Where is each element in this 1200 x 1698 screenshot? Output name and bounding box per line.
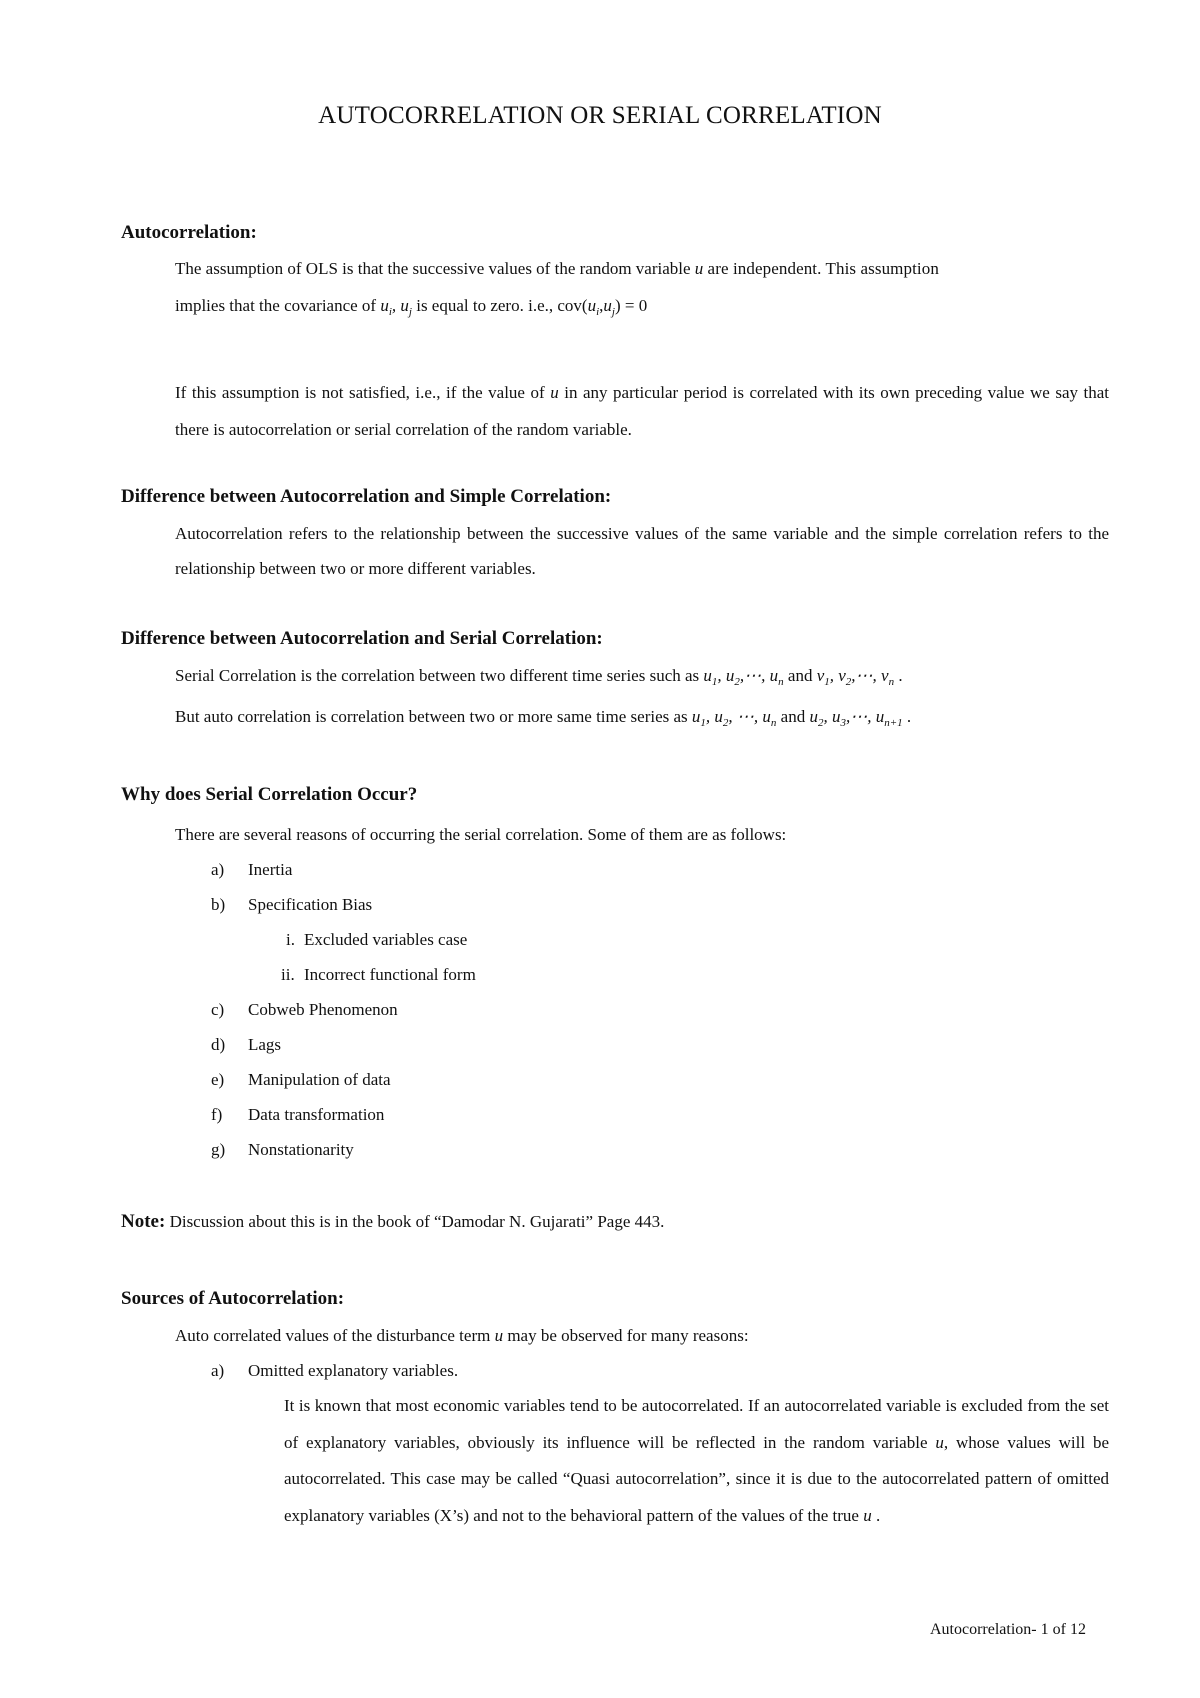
text-segment: and <box>780 707 806 726</box>
text-segment: are independent. This assumption <box>707 259 939 278</box>
text-segment: implies that the covariance of <box>175 296 377 315</box>
heading-sources: Sources of Autocorrelation: <box>121 1288 345 1309</box>
paragraph-diff-simple: Autocorrelation refers to the relationship between the successive values of the same variable and the simple correlation refers to the relationship between two or more different variables. <box>175 524 1109 578</box>
math-series-u: $u_1$, $u_2,\cdots$, $u_n$ <box>703 666 784 688</box>
list-item-marker: f) <box>211 1105 223 1124</box>
paragraph-why-intro: There are several reasons of occurring the serial correlation. Some of them are as follows: <box>175 825 787 844</box>
math-u: u <box>935 1432 944 1452</box>
text-segment: , whose values will be autocorrelated. This case may be called “Quasi autocorrelation”, since it is due to the autocorrelated pattern of omitted explanatory variables (X’s) and not to the behavioral pattern of the values of the true <box>284 1432 1110 1525</box>
note-line <box>121 1211 664 1233</box>
list-item: Omitted explanatory variables. <box>248 1361 459 1380</box>
list-item: Manipulation of data <box>248 1070 391 1089</box>
math-u: u <box>494 1326 504 1345</box>
list-item: Lags <box>248 1035 282 1054</box>
math-u: u <box>694 259 704 278</box>
list-item-marker: e) <box>211 1070 225 1089</box>
text-segment: = 0 <box>624 296 648 315</box>
list-item: Specification Bias <box>248 895 373 914</box>
math-cov: $cov(u_i,u_j)$ <box>557 296 621 318</box>
text-segment: in any particular period is correlated with its own preceding value we say that there is autocorrelation or serial correlation of the random variable. <box>175 383 1110 439</box>
heading-autocorrelation: Autocorrelation: <box>121 222 257 243</box>
list-item: Incorrect functional form <box>304 965 476 984</box>
list-item-marker: a) <box>211 1361 225 1380</box>
list-item-marker: a) <box>211 860 225 879</box>
heading-diff-serial: Difference between Autocorrelation and Serial Correlation: <box>121 628 603 649</box>
paragraph-ols-assumption-line2 <box>175 296 647 316</box>
note-label: Note: <box>121 1211 166 1232</box>
text-segment: and <box>787 666 813 685</box>
paragraph-ols-assumption-line1 <box>175 259 939 279</box>
text-segment: If this assumption is not satisfied, i.e., if the value of <box>175 383 545 402</box>
text-segment: It is known that most economic variables tend to be autocorrelated. If an autocorrelated variable is excluded from the set of explanatory variables, obviously its influence will be reflected in the random variable <box>284 1396 1109 1452</box>
list-item-marker: d) <box>211 1035 226 1054</box>
note-text: Discussion about this is in the book of “Damodar N. Gujarati” Page 443. <box>169 1212 665 1231</box>
text-segment: may be observed for many reasons: <box>507 1326 749 1345</box>
math-series-u-shifted: $u_2$, $u_3,\cdots$, $u_{n+1}$ <box>809 707 903 729</box>
math-u: u <box>550 383 559 402</box>
list-item-marker: g) <box>211 1140 226 1159</box>
list-item-marker: b) <box>211 895 226 914</box>
paragraph-sources-intro <box>175 1326 749 1346</box>
page-footer: Autocorrelation- 1 of 12 <box>930 1621 1086 1638</box>
heading-diff-simple: Difference between Autocorrelation and Simple Correlation: <box>121 486 612 507</box>
list-item: Cobweb Phenomenon <box>248 1000 398 1019</box>
text-segment: Auto correlated values of the disturbance term <box>175 1326 491 1345</box>
list-item: Nonstationarity <box>248 1140 354 1159</box>
list-item-marker: c) <box>211 1000 225 1019</box>
list-item: Excluded variables case <box>304 930 468 949</box>
text-segment: Serial Correlation is the correlation between two different time series such as <box>175 666 700 685</box>
text-segment: The assumption of OLS is that the successive values of the random variable <box>175 259 691 278</box>
list-item: Inertia <box>248 860 293 879</box>
paragraph-assumption-not-satisfied <box>175 374 1109 448</box>
list-item-marker: i. <box>286 930 295 949</box>
paragraph-serial-line2: But auto correlation is correlation between two or more same time series as $u_1$, $u_2$, ⋯, $u_n$ and $u_2$, $u_3,\cdots$, $u_{n+1}$ . <box>175 707 912 729</box>
text-segment: But auto correlation is correlation between two or more same time series as <box>175 707 688 726</box>
math-u: u <box>863 1505 872 1525</box>
heading-why: Why does Serial Correlation Occur? <box>121 784 418 805</box>
list-item: Data transformation <box>248 1105 385 1124</box>
paragraph-serial-line1: Serial Correlation is the correlation between two different time series such as $u_1$, $u_2,\cdots$, $u_n$ and $v_1$, $v_2,\cdots$, $v_n$ . <box>175 666 903 688</box>
list-item-marker: ii. <box>281 965 295 984</box>
math-ui-uj: $u_i$, $u_j$ <box>380 296 412 318</box>
page-title: AUTOCORRELATION OR SERIAL CORRELATION <box>318 102 882 129</box>
paragraph-omitted-variables: It is known that most economic variables tend to be autocorrelated. If an autocorrelated variable is excluded from the set of explanatory variables, obviously its influence will be reflected in the random variable u, whose values will be autocorrelated. This case may be called “Quasi autocorrelation”, since it is due to the autocorrelated pattern of omitted explanatory variables (X’s) and not to the behavioral pattern of the values of the true u . <box>284 1396 1110 1525</box>
math-series-u: $u_1$, $u_2$, ⋯, $u_n$ <box>691 707 777 729</box>
math-series-v: $v_1$, $v_2,\cdots$, $v_n$ <box>816 666 895 688</box>
text-segment: is equal to zero. i.e., <box>416 296 554 315</box>
